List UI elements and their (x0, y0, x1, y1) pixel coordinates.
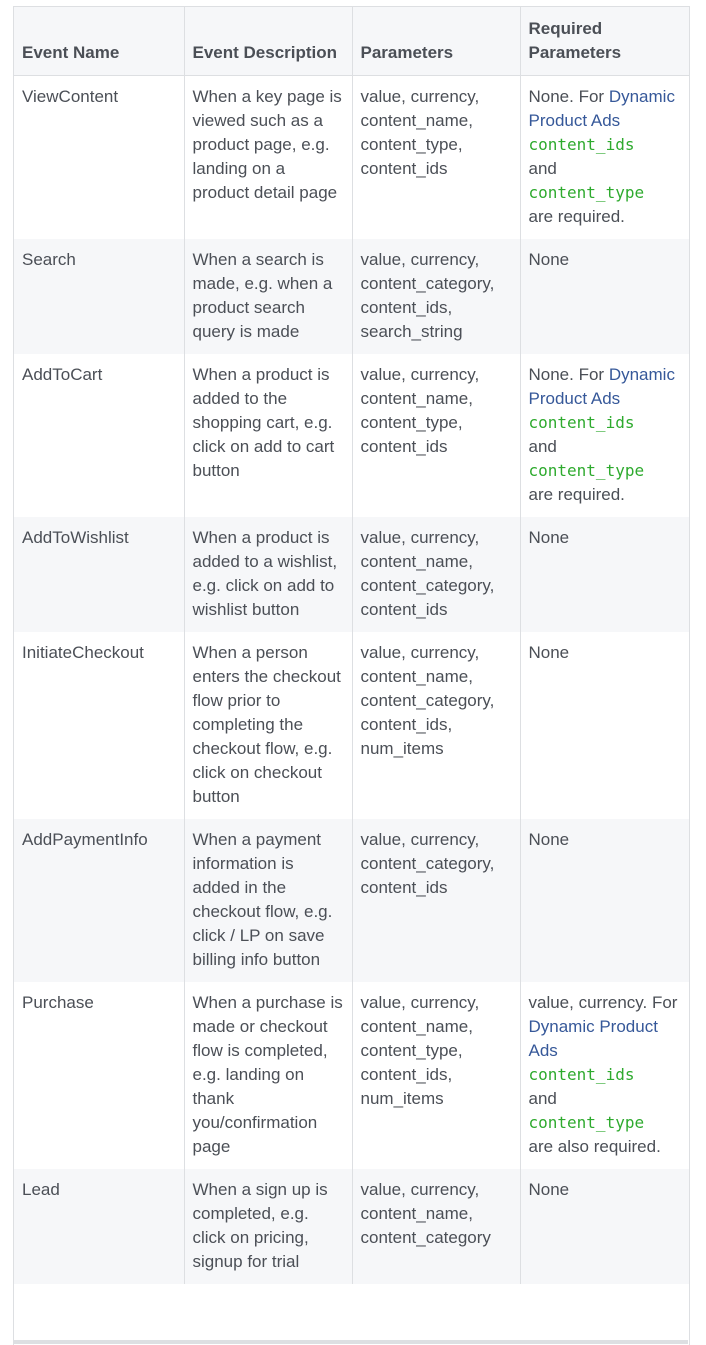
cell-required-parameters (520, 1169, 689, 1284)
table-row (14, 354, 689, 517)
cell-event-name: Lead (14, 1169, 184, 1284)
dynamic-product-ads-link[interactable]: Dynamic Product Ads (528, 1017, 658, 1060)
required-text: None (528, 250, 570, 269)
table-row (14, 1169, 689, 1284)
cell-parameters: value, currency, content_name, content_type, content_ids (352, 76, 520, 240)
cell-required-parameters (520, 632, 689, 819)
cell-required-parameters (520, 354, 689, 517)
required-and: and (528, 1089, 557, 1108)
cell-parameters: value, currency, content_category, content_ids (352, 819, 520, 982)
required-prefix: value, currency. For (528, 993, 678, 1012)
required-text: None (528, 830, 570, 849)
required-prefix: None. For (528, 87, 605, 106)
cell-event-description: When a product is added to a wishlist, e.g. click on add to wishlist button (184, 517, 352, 632)
cell-event-description: When a sign up is completed, e.g. click on pricing, signup for trial (184, 1169, 352, 1284)
cell-event-name: AddToCart (14, 354, 184, 517)
table-row (14, 517, 689, 632)
required-suffix: are required. (528, 207, 625, 226)
code-content-ids: content_ids (528, 1065, 635, 1084)
required-text: None (528, 1180, 570, 1199)
table-row (14, 819, 689, 982)
cell-event-name: ViewContent (14, 76, 184, 240)
dynamic-product-ads-link[interactable]: Dynamic Product Ads (528, 365, 675, 408)
cell-event-description: When a key page is viewed such as a product page, e.g. landing on a product detail page (184, 76, 352, 240)
required-and: and (528, 437, 557, 456)
cell-required-parameters (520, 819, 689, 982)
cell-event-name: AddPaymentInfo (14, 819, 184, 982)
required-suffix: are also required. (528, 1137, 661, 1156)
dynamic-product-ads-link[interactable]: Dynamic Product Ads (528, 87, 675, 130)
cell-required-parameters (520, 239, 689, 354)
cell-event-description: When a search is made, e.g. when a product search query is made (184, 239, 352, 354)
table-row (14, 982, 689, 1169)
code-content-ids: content_ids (528, 135, 635, 154)
cell-parameters: value, currency, content_name, content_type, content_ids (352, 354, 520, 517)
required-suffix: are required. (528, 485, 625, 504)
cell-parameters: value, currency, content_name, content_category, content_ids, num_items (352, 632, 520, 819)
events-table-container (13, 6, 690, 1345)
required-text: None (528, 643, 570, 662)
cell-parameters: value, currency, content_name, content_category, content_ids (352, 517, 520, 632)
header-event-description: Event Description (184, 7, 352, 76)
cell-parameters: value, currency, content_category, content_ids, search_string (352, 239, 520, 354)
required-prefix: None. For (528, 365, 605, 384)
cell-event-name: InitiateCheckout (14, 632, 184, 819)
header-parameters: Parameters (352, 7, 520, 76)
cell-event-name: Search (14, 239, 184, 354)
required-text: None (528, 528, 570, 547)
header-required-parameters: Required Parameters (520, 7, 689, 76)
cell-event-description: When a person enters the checkout flow prior to completing the checkout flow, e.g. click on checkout button (184, 632, 352, 819)
table-row (14, 632, 689, 819)
code-content-type: content_type (528, 183, 645, 202)
cell-required-parameters (520, 517, 689, 632)
table-header-row (14, 7, 689, 76)
cell-event-description: When a purchase is made or checkout flow is completed, e.g. landing on thank you/confirmation page (184, 982, 352, 1169)
standard-events-table (14, 7, 689, 1284)
cell-event-name: Purchase (14, 982, 184, 1169)
cell-event-description: When a payment information is added in the checkout flow, e.g. click / LP on save billing info button (184, 819, 352, 982)
cell-event-name: AddToWishlist (14, 517, 184, 632)
cell-parameters: value, currency, content_name, content_type, content_ids, num_items (352, 982, 520, 1169)
required-and: and (528, 159, 557, 178)
cell-parameters: value, currency, content_name, content_category (352, 1169, 520, 1284)
code-content-type: content_type (528, 1113, 645, 1132)
code-content-type: content_type (528, 461, 645, 480)
table-row (14, 76, 689, 240)
table-row (14, 239, 689, 354)
cell-event-description: When a product is added to the shopping cart, e.g. click on add to cart button (184, 354, 352, 517)
horizontal-scrollbar[interactable] (13, 1340, 688, 1344)
cell-required-parameters (520, 76, 689, 240)
cell-required-parameters (520, 982, 689, 1169)
header-event-name: Event Name (14, 7, 184, 76)
code-content-ids: content_ids (528, 413, 635, 432)
